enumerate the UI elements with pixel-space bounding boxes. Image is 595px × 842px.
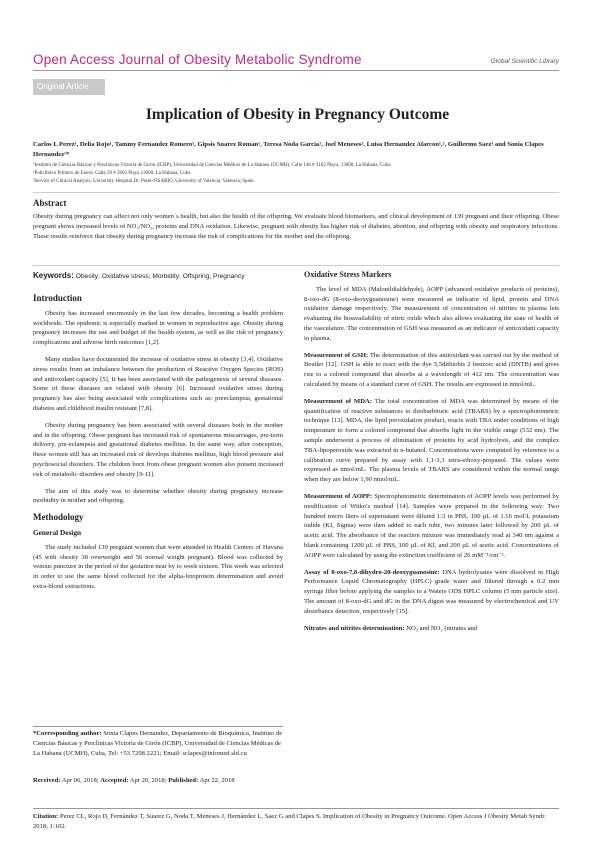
- abstract-bottom-divider: [33, 265, 559, 266]
- mda-paragraph: [304, 397, 559, 485]
- left-column: [33, 294, 283, 599]
- affiliation-1: ¹Instituto de Ciencias Básicas y Preclínicas Victoria de Girón (ICBP), Universidad de Ciencias Médicas de La Habana (UCMH), Calle 146 # 3102 Playa, 13000, La Habana, Cuba: [33, 163, 391, 168]
- oxo-paragraph: [304, 568, 559, 617]
- citation-label: Citation:: [33, 813, 59, 820]
- general-design-heading: General Design: [33, 527, 82, 537]
- accepted-label: Accepted:: [100, 777, 129, 784]
- received-label: Received:: [33, 777, 61, 784]
- oxidative-stress-heading: Oxidative Stress Markers: [304, 270, 392, 279]
- mda-label: Measurement of MDA:: [304, 397, 372, 405]
- article-type-badge: Original Article: [33, 79, 105, 95]
- intro-paragraph-4: The aim of this study was to determine whether obesity during pregnancy increase morbidity in mother and offspring.: [33, 487, 283, 505]
- aopp-label: Measurement of AOPP:: [304, 492, 373, 500]
- intro-paragraph-1: Obesity has increased enormously in the last few decades, becoming a health problem worldwide. The epidemic is especially marked in women in reproductive age. Obesity during pregnancy increases the use and budget of the health system, as well as the risk of pregnancy complications and adverse birth outcomes [1,2].: [33, 309, 283, 347]
- nitrates-label: Nitrates and nitrites determination:: [304, 624, 405, 632]
- abstract-heading: Abstract: [33, 198, 67, 208]
- aopp-paragraph: [304, 492, 559, 561]
- author-list: Carlos L Perez¹, Delia Rojo¹, Tammy Fernandez Romero¹, Gipsis Suarez Roman¹, Teresa Noda Garcia¹, Joel Meneses², Luisa Hernandez Alarcon¹,², Guillermo Saez³ and Sonia Clapes Hernandez¹*: [33, 141, 544, 158]
- article-title: Implication of Obesity in Pregnancy Outcome: [145, 106, 450, 123]
- corr-text: Sonia Clapes Hernandez, Departamento de Bioquímica, Instituto de Ciencias Básicas y Preclínicas Victoria de Girón (ICBP), Universidad de Ciencias Médicas de La Habana (UCMH), Cuba, Tel: +53 7208 2221; Email: sclapes@infomed.sld.cu: [33, 730, 283, 757]
- introduction-heading: Introduction: [33, 293, 82, 303]
- corresponding-author: [33, 729, 283, 758]
- keywords-text: Obesity; Oxidative stress; Morbidity; Offspring; Pregnancy: [75, 273, 245, 280]
- oxidative-stress-paragraph: The level of MDA (Malonildialdehyde), AOPP (advanced oxidative products of proteins), 8-oxo-dG (8-oxo-deoxyguanosine) were measured as indicator of lipid, protein and DNA oxidative damage respectively. The measurement of concentration of nitrites in plasma lets evaluating the bioavailability of nitric oxide which also allows evaluating the state of health of the vasculature. The concentration of GSH was measured as an indicator of antioxidant capacity in plasma.: [304, 285, 559, 342]
- keywords: [33, 271, 295, 280]
- gsh-paragraph: [304, 351, 559, 390]
- gsh-label: Measurement of GSH:: [304, 351, 369, 359]
- footnote-divider: [33, 726, 283, 727]
- affiliation-2: ²Policlínico Primero de Enero, Calle 29 # 2602 Playa 13000, La Habana, Cuba: [33, 171, 191, 176]
- published-date: Apr 22, 2018: [199, 777, 235, 784]
- oxo-label: Assay of 8-oxo-7,8-dihydro-20-deoxyguanosine:: [304, 568, 440, 576]
- design-paragraph: The study included 139 pregnant women that were attended in Health Centers of Havana (45 with obesity 38 overweight and 56 normal weight pregnant). Blood was collected by venous puncture in the period of the gestation near by to week sixteen. This week was selected in order to use the same blood collected for the alpha-fetoprotein determination and avoid extra-blood extractions.: [33, 543, 283, 590]
- header-divider: [33, 70, 559, 71]
- right-column: [304, 270, 559, 640]
- citation: [33, 808, 559, 832]
- corr-label: *Corresponding author:: [33, 730, 102, 737]
- nitrates-text: NO₃ and NO₂ (nitrates and: [406, 624, 478, 632]
- oxo-text: DNA hydrolysates were dissolved in High Performance Liquid Chromatography (HPLC) grade water and filtered through a 0.2 mm syringe filter before applying the samples to a Waters ODS HPLC column (5 mm particle size). The amount of 8-oxo-dG and dG in the DNA digest was measured by electrochemical and UV absorbance detection, respectively [15].: [304, 568, 559, 615]
- keywords-label: Keywords:: [33, 271, 74, 280]
- accepted-date: Apr 20, 2018;: [129, 777, 167, 784]
- affiliations: [33, 162, 559, 186]
- affiliation-3: ³Service of Clinical Analysis, University Hospital Dr. Peset-FISABIO, University of Valencia, Valencia, Spain: [33, 179, 254, 184]
- abstract-top-divider: [33, 192, 559, 193]
- abstract-text: Obesity during pregnancy can affect not only women`s health, but also the health of the offspring. We evaluate blood biomarkers, and clinical development of 139 pregnant and their offspring. Obese pregnant shows increased levels of NO₃/NO₂, proteins and DNA oxidation. Likewise, pregnant with obesity has higher risk of diabetes, abortion, and offspring with obesity and respiratory infections. These results reinforce that obesity during pregnancy increase the risk of complications for the mother and the offspring.: [33, 213, 559, 240]
- methodology-heading: Methodology: [33, 512, 84, 523]
- intro-paragraph-3: Obesity during pregnancy has been associated with several diseases both in the mother and in the offspring. Obese pregnant has increased risk of spontaneous miscarriages, pre-term delivery, pre-eclampsia and gestational diabetes mellitus. In the same way, after conception, these women still has an increased risk of develops diabetes mellitus, high blood pressure and psychosocial disorders. The children born from obese pregnant women also present increased risk of metabolic disorders and obesity [9-11].: [33, 421, 283, 478]
- mda-text: The total concentration of MDA was determined by means of the quantification of reactive substances to thiobarbituric acid (TBARS) by a spectrophotometric technique [13]. MDA, the lipid peroxidation product, reacts with TBA under conditions of high temperature to form a colored compound that absorbs light in the visible range (532 nm). The sample underwent a process of elimination of proteins by acid hydrolysis, and the complex TBA-lipoperoxide was extracted in n-butanol. Concentrations were computed by reference to a calibration curve prepared by assay with 1,1-3,3 tetra-ethoxy-propanol. The values were expressed as nmol/mL. The plasma levels of TBARS are considered within the normal range when they are below 1,90 nmol/mL.: [304, 397, 559, 484]
- aopp-text: Spectrophotometric determination of AOPP levels was performed by modification of Witko's method [14]. Samples were prepared in the following way: Two hundred micro liters of supernatant were diluted 1:3 in PBS, 100 µL of 1.16 mol/L potassium iodide (KI, Sigma) were then added to each tube, two minutes later followed by 200 µL of acetic acid. The absorbance of the reaction mixture was immediately read at 340 nm against a blank containing 1200 µL of PBS, 100 µL of KI, and 200 µL of acetic acid. Concentrations of AOPP were calculated by using the extinction coefficient of 26 mM⁻¹/cm⁻¹.: [304, 492, 560, 559]
- publisher-name: Global Scientific Library: [490, 58, 559, 65]
- nitrates-paragraph: [304, 624, 559, 634]
- gsh-text: The determination of this antioxidant was carried out by the method of Beutler [12]. GSH is able to react with the dye 5,5dithiobis 2 benzoic acid (DNTB) and gives rise to a colored compound that absorbs at a wavelength of 412 nm. The concentration was calculated by means of a standard curve of GSH. The results are expressed in nmol/mL.: [304, 351, 559, 388]
- intro-paragraph-2: Many studies have documented the increase of oxidative stress in obesity [3,4]. Oxidative stress results from an imbalance between the production of Reactive Oxygen Species (ROS) and antioxidant capacity [5]. It has been associated with the pathogenesis of several diseases. Some of these diseases are related with obesity [6]. Increased oxidative stress during pregnancy has also being associated with complications such as: preeclampsia, gestational diabetes and childhood insulin resistant [7,8].: [33, 355, 283, 412]
- journal-name: Open Access Journal of Obesity Metabolic Syndrome: [33, 52, 362, 67]
- citation-text: Perez CL, Rojo D, Fernández T, Suarez G, Noda T, Meneses J, Hernández L, Saez G and Clapes S. Implication of Obesity in Pregnancy Outcome. Open Access J Obesity Metab Syndr. 2018; 1:102.: [33, 813, 546, 830]
- published-label: Published:: [168, 777, 199, 784]
- received-date: Apr 06, 2018;: [61, 777, 99, 784]
- dates-line: [33, 776, 283, 786]
